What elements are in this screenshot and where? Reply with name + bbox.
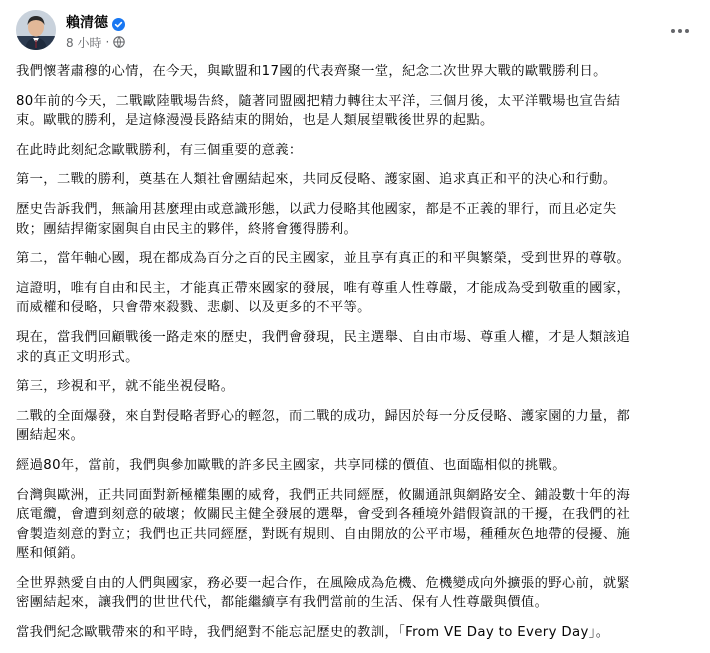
post-paragraph: 第一，二戰的勝利，奠基在人類社會團結起來，共同反侵略、護家園、追求真正和平的決心和行動。	[16, 172, 617, 188]
more-horizontal-icon	[670, 19, 690, 38]
post-paragraph: 經過80年，當前，我們與參加歐戰的許多民主國家，共享同樣的價值、也面臨相似的挑戰。	[16, 457, 566, 473]
post-paragraph: 這證明，唯有自由和民主，才能真正帶來國家的發展，唯有尊重人性尊嚴，才能成為受到敬重的國家， 而威權和侵略，只會帶來殺戮、悲劇、以及更多的不平等。	[16, 280, 631, 316]
post-paragraph: 歷史告訴我們，無論用甚麼理由或意識形態，以武力侵略其他國家，都是不正義的罪行，而且必定失 敗；團結捍衛家園與自由民主的夥伴，終將會獲得勝利。	[16, 201, 617, 237]
post-paragraph: 第三，珍視和平，就不能坐視侵略。	[16, 379, 235, 395]
post-paragraph: 現在，當我們回顧戰後一路走來的歷史，我們會發現，民主選舉、自由市場、尊重人權，才是人類該追 求的真正文明形式。	[16, 329, 631, 365]
verified-badge-icon	[112, 16, 125, 29]
post-paragraph: 80年前的今天，二戰歐陸戰場告終，隨著同盟國把精力轉往太平洋，三個月後，太平洋戰場也宣告結 束。歐戰的勝利，是這條漫漫長路結束的開始，也是人類展望戰後世界的起點。	[16, 93, 621, 129]
post-paragraph: 全世界熱愛自由的人們與國家，務必要一起合作，在風險成為危機、危機變成向外擴張的野心前，就緊 密團結起來，讓我們的世世代代，都能繼續享有我們當前的生活、保有人性尊嚴與價值。	[16, 575, 631, 611]
meta-separator: ·	[105, 35, 110, 49]
more-options-button[interactable]	[666, 14, 694, 42]
post-paragraph: 二戰的全面爆發，來自對侵略者野心的輕忽，而二戰的成功，歸因於每一分反侵略、護家園的力量，都 團結起來。	[16, 408, 631, 444]
post-timestamp[interactable]: 8 小時	[66, 35, 102, 50]
author-name[interactable]: 賴清德	[66, 15, 108, 31]
post-body	[16, 62, 696, 653]
post-paragraph: 在此時此刻紀念歐戰勝利，有三個重要的意義：	[16, 142, 303, 158]
author-line	[66, 13, 125, 31]
author-avatar[interactable]	[16, 10, 56, 50]
post-paragraph: 當我們紀念歐戰帶來的和平時，我們絕對不能忘記歷史的教訓，「From VE Day to Every Day」。	[16, 625, 610, 641]
post-header	[16, 10, 696, 54]
post-paragraph: 台灣與歐洲，正共同面對新極權集團的威脅，我們正共同經歷，攸關通訊與網路安全、鋪設數十年的海 底電纜，會遭到刻意的破壞；攸關民主健全發展的選舉，會受到各種境外錯假資訊的干擾，在我們的社 會製造刻意的對立；我們也正共同經歷，對既有規則、自由開放的公平市場，種種灰色地帶的侵擾、施 壓和傾銷。	[16, 487, 631, 562]
globe-icon[interactable]	[113, 36, 125, 48]
post-meta	[66, 34, 125, 50]
post-paragraph: 第二，當年軸心國，現在都成為百分之百的民主國家，並且享有真正的和平與繁榮，受到世界的尊敬。	[16, 251, 631, 267]
post-paragraph: 我們懷著肅穆的心情，在今天，與歐盟和17國的代表齊聚一堂，紀念二次世界大戰的歐戰勝利日。	[16, 64, 607, 79]
